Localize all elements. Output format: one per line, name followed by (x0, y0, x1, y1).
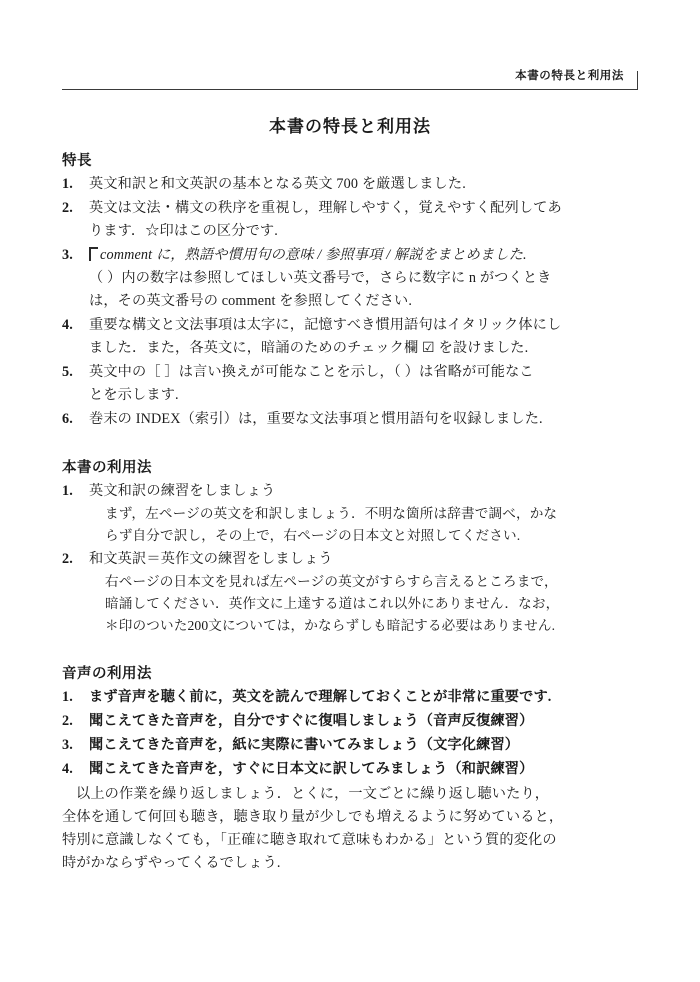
list-item (62, 548, 638, 637)
list-marker: 4. (62, 317, 73, 333)
list-line: 聞こえてきた音声を，自分ですぐに復唱しましょう（音声反復練習） (89, 713, 534, 730)
list-marker: 3. (62, 247, 73, 263)
section-audio (62, 662, 638, 781)
list-marker: 2. (62, 713, 73, 730)
closing-line: 全体を通して何回も聴き，聴き取り量が少しでも増えるように努めていると， (62, 809, 564, 826)
list-line: まず音声を聴く前に，英文を読んで理解しておくことが非常に重要です. (89, 689, 552, 706)
list-subline: 暗誦してください．英作文に上達する道はこれ以外にありません．なお， (105, 596, 560, 612)
list-item (62, 244, 638, 313)
list-marker: 4. (62, 761, 73, 778)
page-title: 本書の特長と利用法 (269, 117, 431, 136)
spacer (62, 432, 638, 438)
spacer (62, 638, 638, 644)
section-heading: 本書の利用法 (62, 460, 152, 476)
comment-flag-icon (89, 247, 98, 261)
list-line-comment (89, 244, 638, 267)
closing-paragraph (62, 783, 638, 875)
list-line: とを示します. (89, 387, 179, 403)
list-line: comment に，熟語や慣用句の意味 / 参照事項 / 解説をまとめました. (100, 247, 527, 263)
running-header-title: 本書の特長と利用法 (515, 70, 624, 82)
list-subline: まず，左ページの英文を和訳しましょう．不明な箇所は辞書で調べ，かな (105, 506, 558, 521)
header-rule (62, 89, 638, 90)
list-item (62, 361, 638, 407)
list-line: 和文英訳＝英作文の練習をしましょう (89, 551, 333, 568)
list-line: ました．また，各英文に，暗誦のためのチェック欄 ☑ を設けました. (89, 340, 529, 356)
list-line: 英文は文法・構文の秩序を重視し，理解しやすく，覚えやすく配列してあ (89, 200, 562, 216)
section-heading: 音声の利用法 (62, 666, 152, 683)
list-subline: ＊印のついた200文については，かならずしも暗記する必要はありません. (105, 618, 556, 634)
list-line: は，その英文番号の comment を参照してください. (89, 293, 413, 309)
closing-line: 時がかならずやってくるでしょう. (62, 855, 281, 872)
list-subline: らず自分で訳し，その上で，右ページの日本文と対照してください. (105, 528, 521, 544)
list-marker: 1. (62, 689, 73, 706)
list-line: 聞こえてきた音声を，紙に実際に書いてみましょう（文字化練習） (89, 737, 520, 754)
closing-line: 以上の作業を繰り返しましょう．とくに，一文ごとに繰り返し聴いたり， (76, 786, 550, 803)
features-list (62, 173, 638, 431)
list-marker: 6. (62, 411, 73, 427)
list-line: 重要な構文と文法事項は太字に，記憶すべき慣用語句はイタリック体にし (89, 317, 562, 333)
list-line: （ ）内の数字は参照してほしい英文番号で，さらに数字に n がつくとき (89, 270, 552, 286)
list-subline: 右ページの日本文を見れば左ページの英文がすらすら言えるところまで， (105, 574, 558, 590)
list-item (62, 408, 638, 431)
list-line: 巻末の INDEX（索引）は，重要な文法事項と慣用語句を収録しました. (89, 411, 543, 427)
list-item (62, 173, 638, 196)
list-item (62, 734, 638, 757)
audio-list (62, 686, 638, 781)
list-item (62, 314, 638, 360)
list-item (62, 480, 638, 547)
list-item (62, 710, 638, 733)
list-line: 英文中の［ ］は言い換えが可能なことを示し，（ ）は省略が可能なこ (89, 364, 534, 380)
list-marker: 1. (62, 176, 73, 192)
list-marker: 1. (62, 483, 73, 499)
list-marker: 3. (62, 737, 73, 754)
list-line: 英文和訳と和文英訳の基本となる英文 700 を厳選しました. (89, 176, 466, 192)
section-features (62, 149, 638, 431)
list-line: 聞こえてきた音声を，すぐに日本文に訳してみましょう（和訳練習） (89, 761, 534, 778)
header-tick-mark (637, 71, 638, 90)
list-item (62, 758, 638, 781)
list-marker: 2. (62, 200, 73, 216)
list-marker: 2. (62, 551, 73, 568)
section-how-to-use (62, 456, 638, 637)
list-marker: 5. (62, 364, 73, 380)
list-item (62, 686, 638, 709)
closing-line: 特別に意識しなくても，「正確に聴き取れて意味もわかる」という質的変化の (62, 832, 557, 849)
how-to-use-list (62, 480, 638, 637)
list-line: 英文和訳の練習をしましょう (89, 483, 276, 499)
running-header (62, 56, 638, 90)
list-item (62, 197, 638, 243)
section-heading: 特長 (62, 153, 92, 169)
list-line: ります．☆印はこの区分です. (89, 223, 278, 239)
